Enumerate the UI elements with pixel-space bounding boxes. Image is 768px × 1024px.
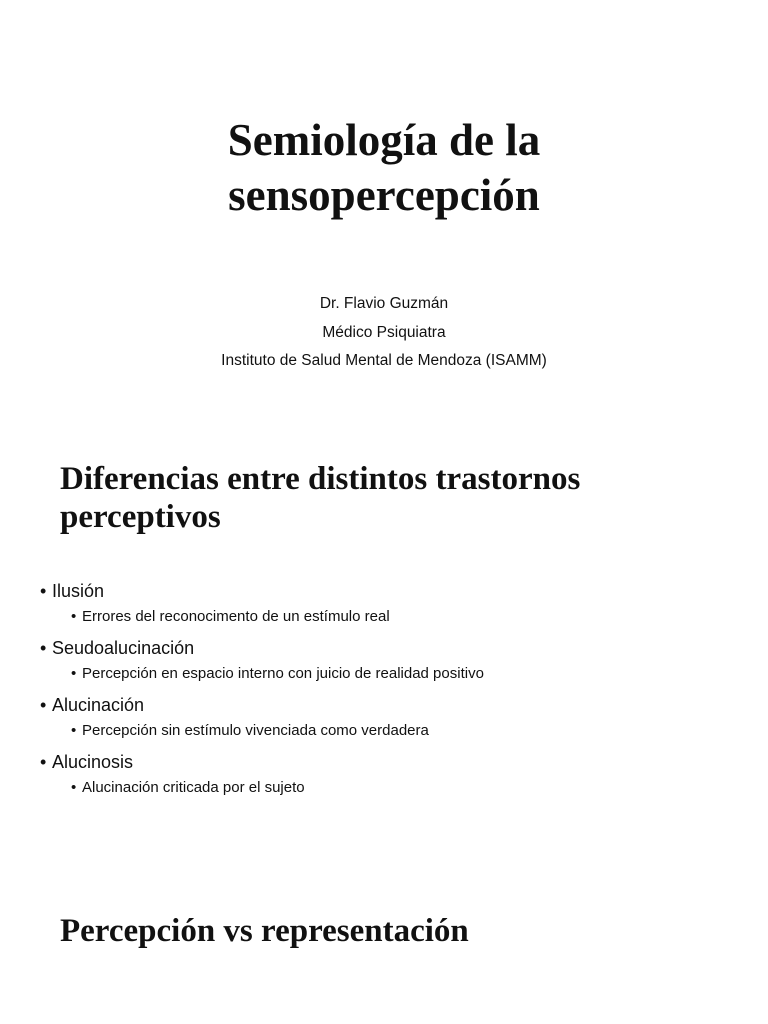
term-label: Alucinosis [52, 752, 134, 772]
slide-heading [60, 912, 740, 950]
title-slide [0, 0, 768, 420]
perception-slide [0, 860, 768, 1024]
bullet-icon: • [71, 665, 77, 682]
definition-text: Errores del reconocimento de un estímulo real [82, 608, 390, 625]
heading-line: Diferencias entre distintos trastornos [60, 461, 581, 497]
author-role: Médico Psiquiatra [322, 323, 446, 341]
definition-text: Percepción en espacio interno con juicio de realidad positivo [82, 665, 484, 682]
list-item [40, 578, 740, 635]
list-item [40, 635, 740, 692]
author-institution: Instituto de Salud Mental de Mendoza (ISAMM) [221, 352, 547, 369]
bullet-icon: • [40, 695, 47, 715]
bullet-icon: • [71, 722, 77, 739]
title-line: sensopercepción [228, 170, 540, 220]
definition-text: Alucinación criticada por el sujeto [82, 779, 305, 796]
heading-line: Percepción vs representación [60, 913, 469, 949]
bullet-icon: • [40, 752, 47, 772]
term-label: Seudoalucinación [52, 638, 195, 658]
list-item [40, 749, 740, 806]
author-block [0, 290, 768, 376]
term-label: Ilusión [52, 581, 105, 601]
disorder-list [40, 578, 740, 806]
term-label: Alucinación [52, 695, 145, 715]
author-name: Dr. Flavio Guzmán [319, 295, 449, 312]
list-item [40, 692, 740, 749]
bullet-icon: • [71, 608, 77, 625]
bullet-icon: • [40, 581, 47, 601]
slide-title [0, 113, 768, 223]
slide-heading [60, 460, 740, 536]
heading-line: perceptivos [60, 499, 221, 535]
bullet-icon: • [40, 638, 47, 658]
title-line: Semiología de la [227, 115, 541, 165]
definition-text: Percepción sin estímulo vivenciada como verdadera [82, 722, 429, 739]
differences-slide [0, 420, 768, 860]
bullet-icon: • [71, 779, 77, 796]
